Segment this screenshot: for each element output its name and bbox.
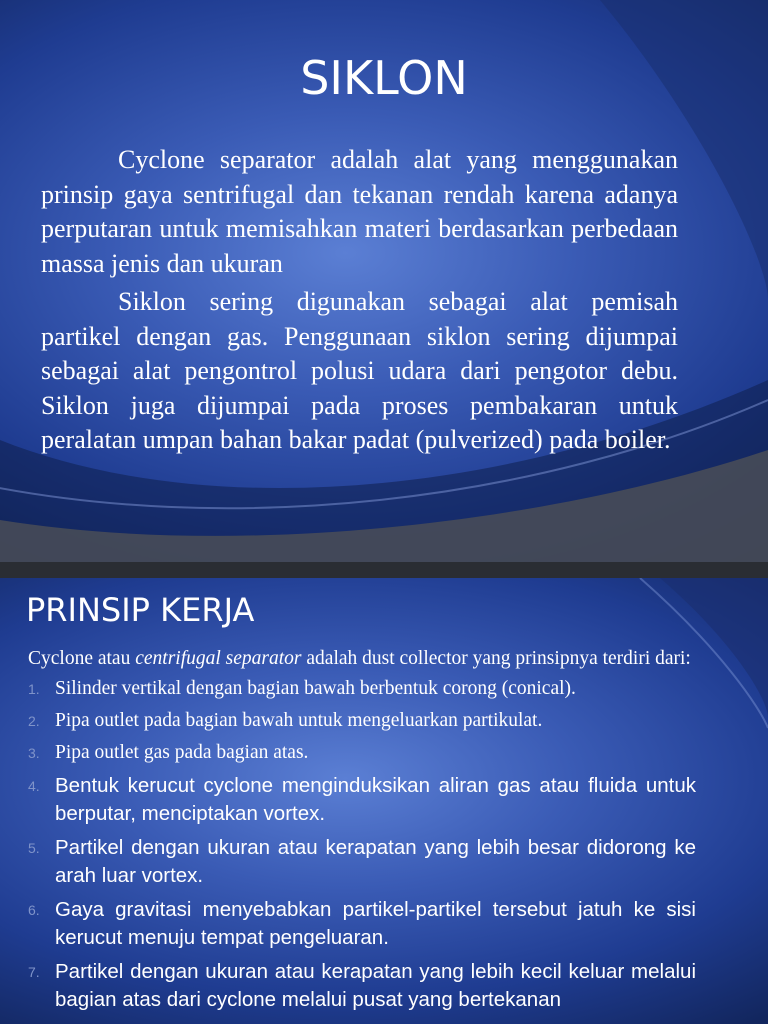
slide-body <box>28 646 696 1020</box>
list-item: 4. Bentuk kerucut cyclone menginduksikan aliran gas atau fluida untuk berputar, menciptakan vortex. <box>28 774 696 825</box>
list-item: 6. Gaya gravitasi menyebabkan partikel-partikel tersebut jatuh ke sisi kerucut menuju tempat pengeluaran. <box>28 898 696 949</box>
list-item: 7. Partikel dengan ukuran atau kerapatan yang lebih kecil keluar melalui bagian atas dari cyclone melalui pusat yang bertekanan <box>28 960 696 1011</box>
paragraph-definition: Cyclone separator adalah alat yang menggunakan prinsip gaya sentrifugal dan tekanan rendah karena adanya perputaran untuk memisahkan materi berdasarkan perbedaan massa jenis dan ukuran <box>41 145 678 278</box>
slide-title: SIKLON <box>300 51 468 105</box>
slide-prinsip-kerja <box>0 578 768 1024</box>
list-item: 3. Pipa outlet gas pada bagian atas. <box>28 742 309 763</box>
list-item: 5. Partikel dengan ukuran atau kerapatan yang lebih besar didorong ke arah luar vortex. <box>28 836 696 887</box>
paragraph-usage: Siklon sering digunakan sebagai alat pemisah partikel dengan gas. Penggunaan siklon sering dijumpai sebagai alat pengontrol polusi udara dari pengotor debu. Siklon juga dijumpai pada proses pembakaran untuk peralatan umpan bahan bakar padat (pulverized) pada boiler. <box>41 287 678 454</box>
slide-title: PRINSIP KERJA <box>26 591 255 629</box>
slide-body <box>41 143 678 462</box>
list-item: 1. Silinder vertikal dengan bagian bawah berbentuk corong (conical). <box>28 678 576 699</box>
principle-list <box>28 676 696 1014</box>
intro-text: Cyclone atau centrifugal separator adalah dust collector yang prinsipnya terdiri dari: <box>28 648 691 669</box>
list-item: 2. Pipa outlet pada bagian bawah untuk mengeluarkan partikulat. <box>28 710 543 731</box>
